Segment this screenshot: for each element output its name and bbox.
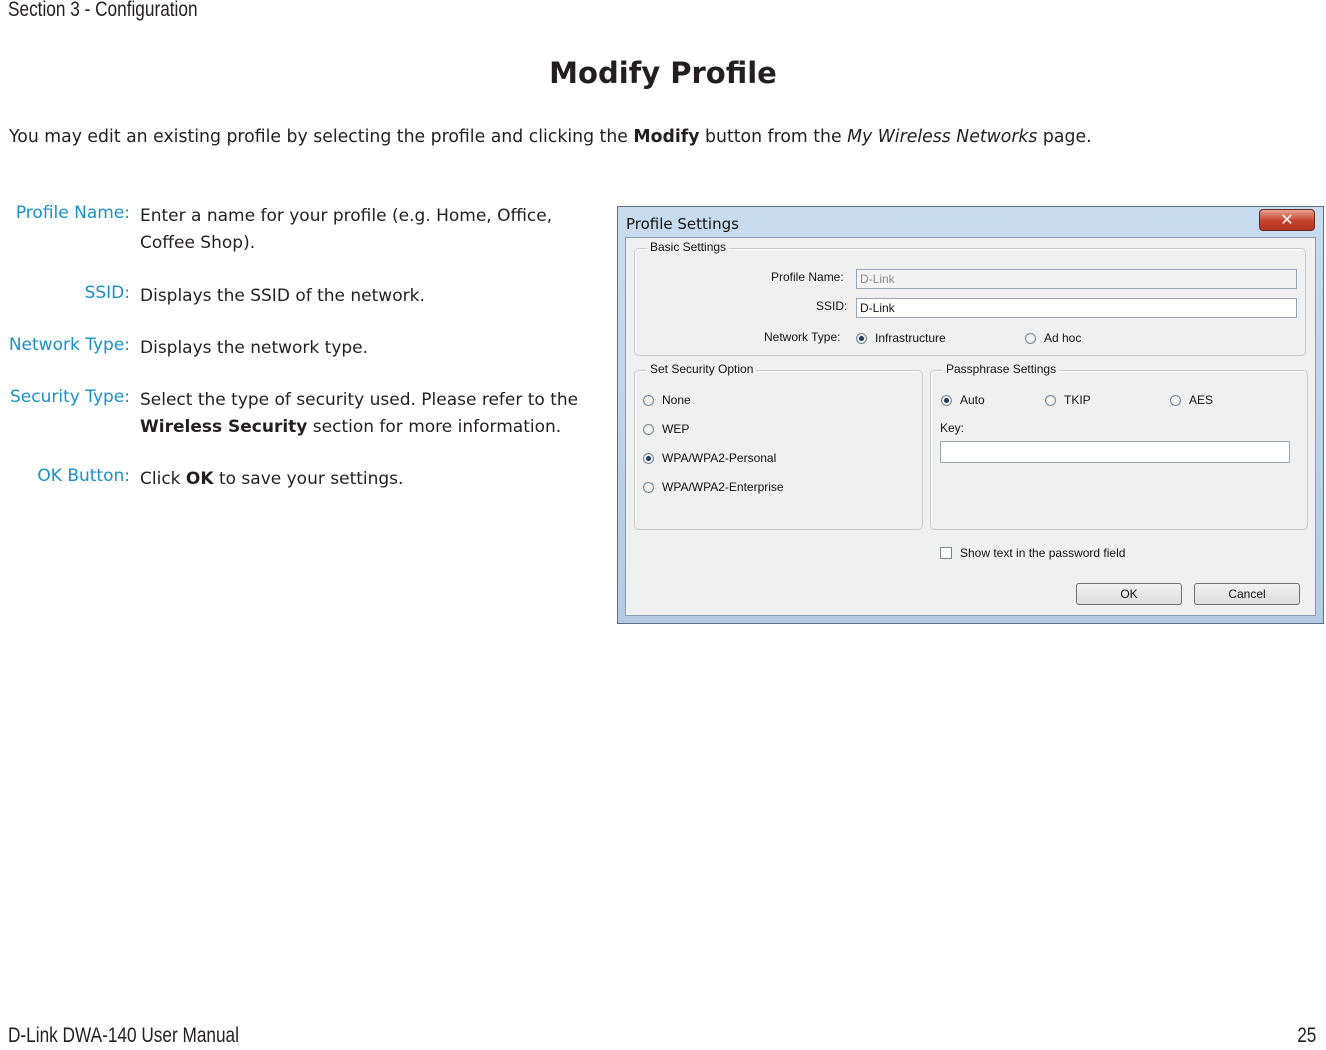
- desc-ssid: Displays the SSID of the network.: [140, 286, 425, 306]
- adhoc-option[interactable]: [1025, 331, 1081, 345]
- basic-settings-group: [634, 240, 1306, 356]
- adhoc-radio[interactable]: [1025, 333, 1036, 344]
- security-wep-option[interactable]: [643, 422, 689, 436]
- close-button[interactable]: ✕: [1259, 209, 1315, 231]
- term-ssid: SSID:: [84, 283, 130, 303]
- term-network-type: Network Type:: [8, 335, 130, 355]
- cancel-button[interactable]: Cancel: [1194, 583, 1300, 605]
- show-text-option[interactable]: [940, 546, 1125, 560]
- footer-manual-name: D-Link DWA-140 User Manual: [8, 1024, 239, 1047]
- security-wpa-personal-option[interactable]: [643, 451, 776, 465]
- section-header: Section 3 - Configuration: [8, 0, 198, 21]
- infrastructure-radio[interactable]: [856, 333, 867, 344]
- security-wep-label: WEP: [662, 422, 690, 436]
- desc-security-bold: Wireless Security: [140, 417, 308, 437]
- passphrase-aes-option[interactable]: [1170, 393, 1213, 407]
- desc-ok-bold: OK: [185, 469, 214, 489]
- intro-text-middle: button from the: [699, 126, 848, 147]
- term-security-type: Security Type:: [10, 387, 130, 407]
- passphrase-auto-option[interactable]: [941, 393, 985, 407]
- desc-security-after: section for more information.: [307, 417, 562, 437]
- basic-settings-legend: Basic Settings: [647, 240, 729, 254]
- page-title: Modify Profile: [549, 56, 777, 90]
- dialog-client-area: [625, 237, 1316, 616]
- passphrase-tkip-radio[interactable]: [1045, 395, 1056, 406]
- infrastructure-option[interactable]: [856, 331, 946, 345]
- infrastructure-label: Infrastructure: [875, 331, 946, 345]
- desc-network-type: Displays the network type.: [140, 338, 369, 358]
- passphrase-auto-label: Auto: [960, 393, 985, 407]
- security-option-legend: Set Security Option: [647, 362, 756, 376]
- security-none-label: None: [662, 393, 691, 407]
- intro-text-after: page.: [1037, 126, 1092, 147]
- desc-security-type: [140, 387, 590, 441]
- security-none-radio[interactable]: [643, 395, 654, 406]
- security-wpa-enterprise-radio[interactable]: [643, 482, 654, 493]
- desc-ok-before: Click: [140, 469, 186, 489]
- security-wpa-enterprise-label: WPA/WPA2-Enterprise: [662, 480, 784, 494]
- passphrase-settings-group: [930, 362, 1308, 530]
- adhoc-label: Ad hoc: [1044, 331, 1082, 345]
- network-type-label: Network Type:: [764, 330, 841, 344]
- passphrase-aes-radio[interactable]: [1170, 395, 1181, 406]
- desc-security-before: Select the type of security used. Please refer to the: [140, 390, 579, 410]
- dialog-title: Profile Settings: [626, 215, 739, 233]
- passphrase-tkip-option[interactable]: [1045, 393, 1091, 407]
- key-label: Key:: [940, 421, 965, 435]
- intro-text-before: You may edit an existing profile by selecting the profile and clicking the: [9, 126, 634, 147]
- passphrase-settings-legend: Passphrase Settings: [943, 362, 1059, 376]
- desc-ok-after: to save your settings.: [213, 469, 404, 489]
- profile-name-field[interactable]: D-Link: [856, 269, 1297, 289]
- passphrase-tkip-label: TKIP: [1064, 393, 1091, 407]
- security-option-group: [634, 362, 923, 530]
- passphrase-aes-label: AES: [1189, 393, 1214, 407]
- passphrase-auto-radio[interactable]: [941, 395, 952, 406]
- desc-ok-button: [140, 466, 590, 493]
- security-wpa-enterprise-option[interactable]: [643, 480, 784, 494]
- profile-settings-dialog: [617, 206, 1324, 624]
- term-ok-button: OK Button:: [37, 466, 130, 486]
- ok-button[interactable]: OK: [1076, 583, 1182, 605]
- security-none-option[interactable]: [643, 393, 691, 407]
- footer-page-number: 25: [1296, 1024, 1316, 1047]
- ssid-field[interactable]: D-Link: [856, 298, 1297, 318]
- term-profile-name: Profile Name:: [15, 203, 130, 223]
- security-wep-radio[interactable]: [643, 424, 654, 435]
- profile-name-label: Profile Name:: [771, 270, 844, 284]
- show-text-checkbox[interactable]: [940, 547, 952, 559]
- show-text-label: Show text in the password field: [960, 546, 1126, 560]
- desc-profile-name: Enter a name for your profile (e.g. Home, Office, Coffee Shop).: [140, 206, 553, 253]
- intro-paragraph: [9, 126, 1092, 147]
- intro-networks-italic: My Wireless Networks: [847, 126, 1038, 147]
- ssid-label: SSID:: [816, 299, 848, 313]
- security-wpa-personal-label: WPA/WPA2-Personal: [662, 451, 777, 465]
- security-wpa-personal-radio[interactable]: [643, 453, 654, 464]
- intro-modify-bold: Modify: [633, 126, 700, 147]
- key-field[interactable]: [940, 441, 1290, 463]
